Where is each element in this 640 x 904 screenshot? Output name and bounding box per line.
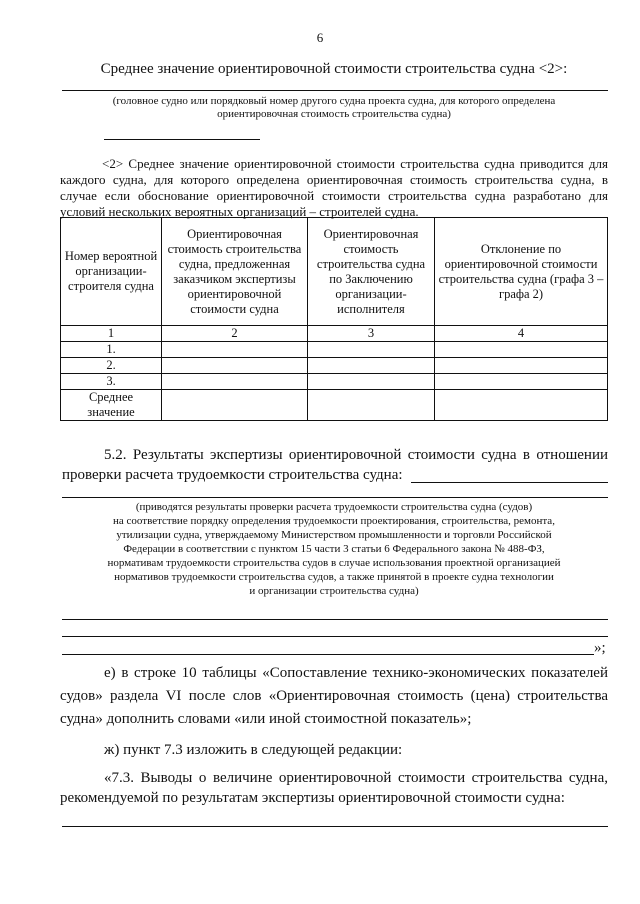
row-label: Среднее значение	[61, 390, 162, 421]
fill-line-2	[411, 482, 608, 483]
row-label: 3.	[61, 374, 162, 390]
table-cell	[162, 342, 308, 358]
header-col-2: Ориентировочная стоимость строительства судна, предложенная заказчиком экспертизы ориентировочной стоимости судна	[162, 218, 308, 326]
footnote-separator	[104, 139, 260, 140]
row-label: 2.	[61, 358, 162, 374]
table-cell	[308, 374, 435, 390]
table-header-row	[61, 218, 608, 326]
table-cell	[308, 358, 435, 374]
column-number-row	[61, 326, 608, 342]
fill-line-4	[62, 619, 608, 620]
table-row-average	[61, 390, 608, 421]
table-row	[61, 374, 608, 390]
table-cell	[435, 342, 608, 358]
fill-line-1	[62, 90, 608, 91]
closing-quote: »;	[594, 640, 606, 656]
note-5-2-line-7: и организации строительства судна)	[249, 585, 419, 597]
footnote-text: <2> Среднее значение ориентировочной стоимости строительства судна приводится для каждого судна, для которого определена ориентировочная стоимость строительства судна, в случае если обоснование ориентировочной стоимости строительства судна разработано для условий нескольких вероятных организаций – строителей судна.	[60, 156, 608, 219]
header-col-3: Ориентировочная стоимость строительства судна по Заключению организации-исполнителя	[308, 218, 435, 326]
column-number-4: 4	[435, 326, 608, 342]
fill-line-5	[62, 636, 608, 637]
note-5-2-line-6: нормативов трудоемкости строительства судов, а также принятой в проекте судна технологии	[114, 571, 554, 583]
item-zh: ж) пункт 7.3 изложить в следующей редакции:	[104, 742, 403, 758]
table-cell	[435, 390, 608, 421]
note-5-2-line-4: Федерации в соответствии с пунктом 15 части 3 статьи 6 Федерального закона № 488-ФЗ,	[123, 543, 545, 555]
section-5-2-line-2: проверки расчета трудоемкости строительства судна:	[62, 467, 403, 483]
table-cell	[162, 358, 308, 374]
table-row	[61, 358, 608, 374]
note-5-2-line-1: (приводятся результаты проверки расчета трудоемкости строительства судна (судов)	[135, 501, 533, 513]
heading-note-line-1: (головное судно или порядковый номер другого судна проекта судна, для которого определена	[112, 95, 556, 107]
section-heading: Среднее значение ориентировочной стоимости строительства судна <2>:	[100, 61, 568, 77]
note-5-2-line-3: утилизации судна, утверждаемому Министерством промышленности и торговли Российской	[116, 529, 552, 541]
item-7-3: «7.3. Выводы о величине ориентировочной стоимости строительства судна, рекомендуемой по результатам экспертизы ориентировочной стоимости судна:	[60, 770, 608, 806]
row-label: 1.	[61, 342, 162, 358]
table-cell	[162, 374, 308, 390]
heading-note-line-2: ориентировочная стоимость строительства судна)	[217, 108, 451, 120]
table-cell	[308, 342, 435, 358]
table-cell	[308, 390, 435, 421]
column-number-1: 1	[61, 326, 162, 342]
fill-line-6	[62, 654, 594, 655]
table-row	[61, 342, 608, 358]
section-5-2-line-1: 5.2. Результаты экспертизы ориентировочной стоимости судна в отношении	[104, 447, 608, 463]
fill-line-3	[62, 497, 608, 498]
header-col-1: Номер вероятной организации-строителя судна	[61, 218, 162, 326]
table-cell	[435, 358, 608, 374]
item-e: е) в строке 10 таблицы «Сопоставление технико-экономических показателей судов» раздела VI после слов «Ориентировочная стоимость (цена) строительства судна» дополнить словами «или иной стоимостной показатель»;	[60, 665, 608, 727]
column-number-3: 3	[308, 326, 435, 342]
header-col-4: Отклонение по ориентировочной стоимости строительства судна (графа 3 – графа 2)	[435, 218, 608, 326]
column-number-2: 2	[162, 326, 308, 342]
table-cell	[162, 390, 308, 421]
table-cell	[435, 374, 608, 390]
fill-line-7	[62, 826, 608, 827]
cost-table	[60, 217, 608, 421]
page-number: 6	[316, 30, 324, 45]
note-5-2-line-5: нормативам трудоемкости строительства судов в случае использования проектной организацией	[107, 557, 561, 569]
note-5-2-line-2: на соответствие порядку определения трудоемкости проектирования, строительства, ремонта,	[113, 515, 555, 527]
